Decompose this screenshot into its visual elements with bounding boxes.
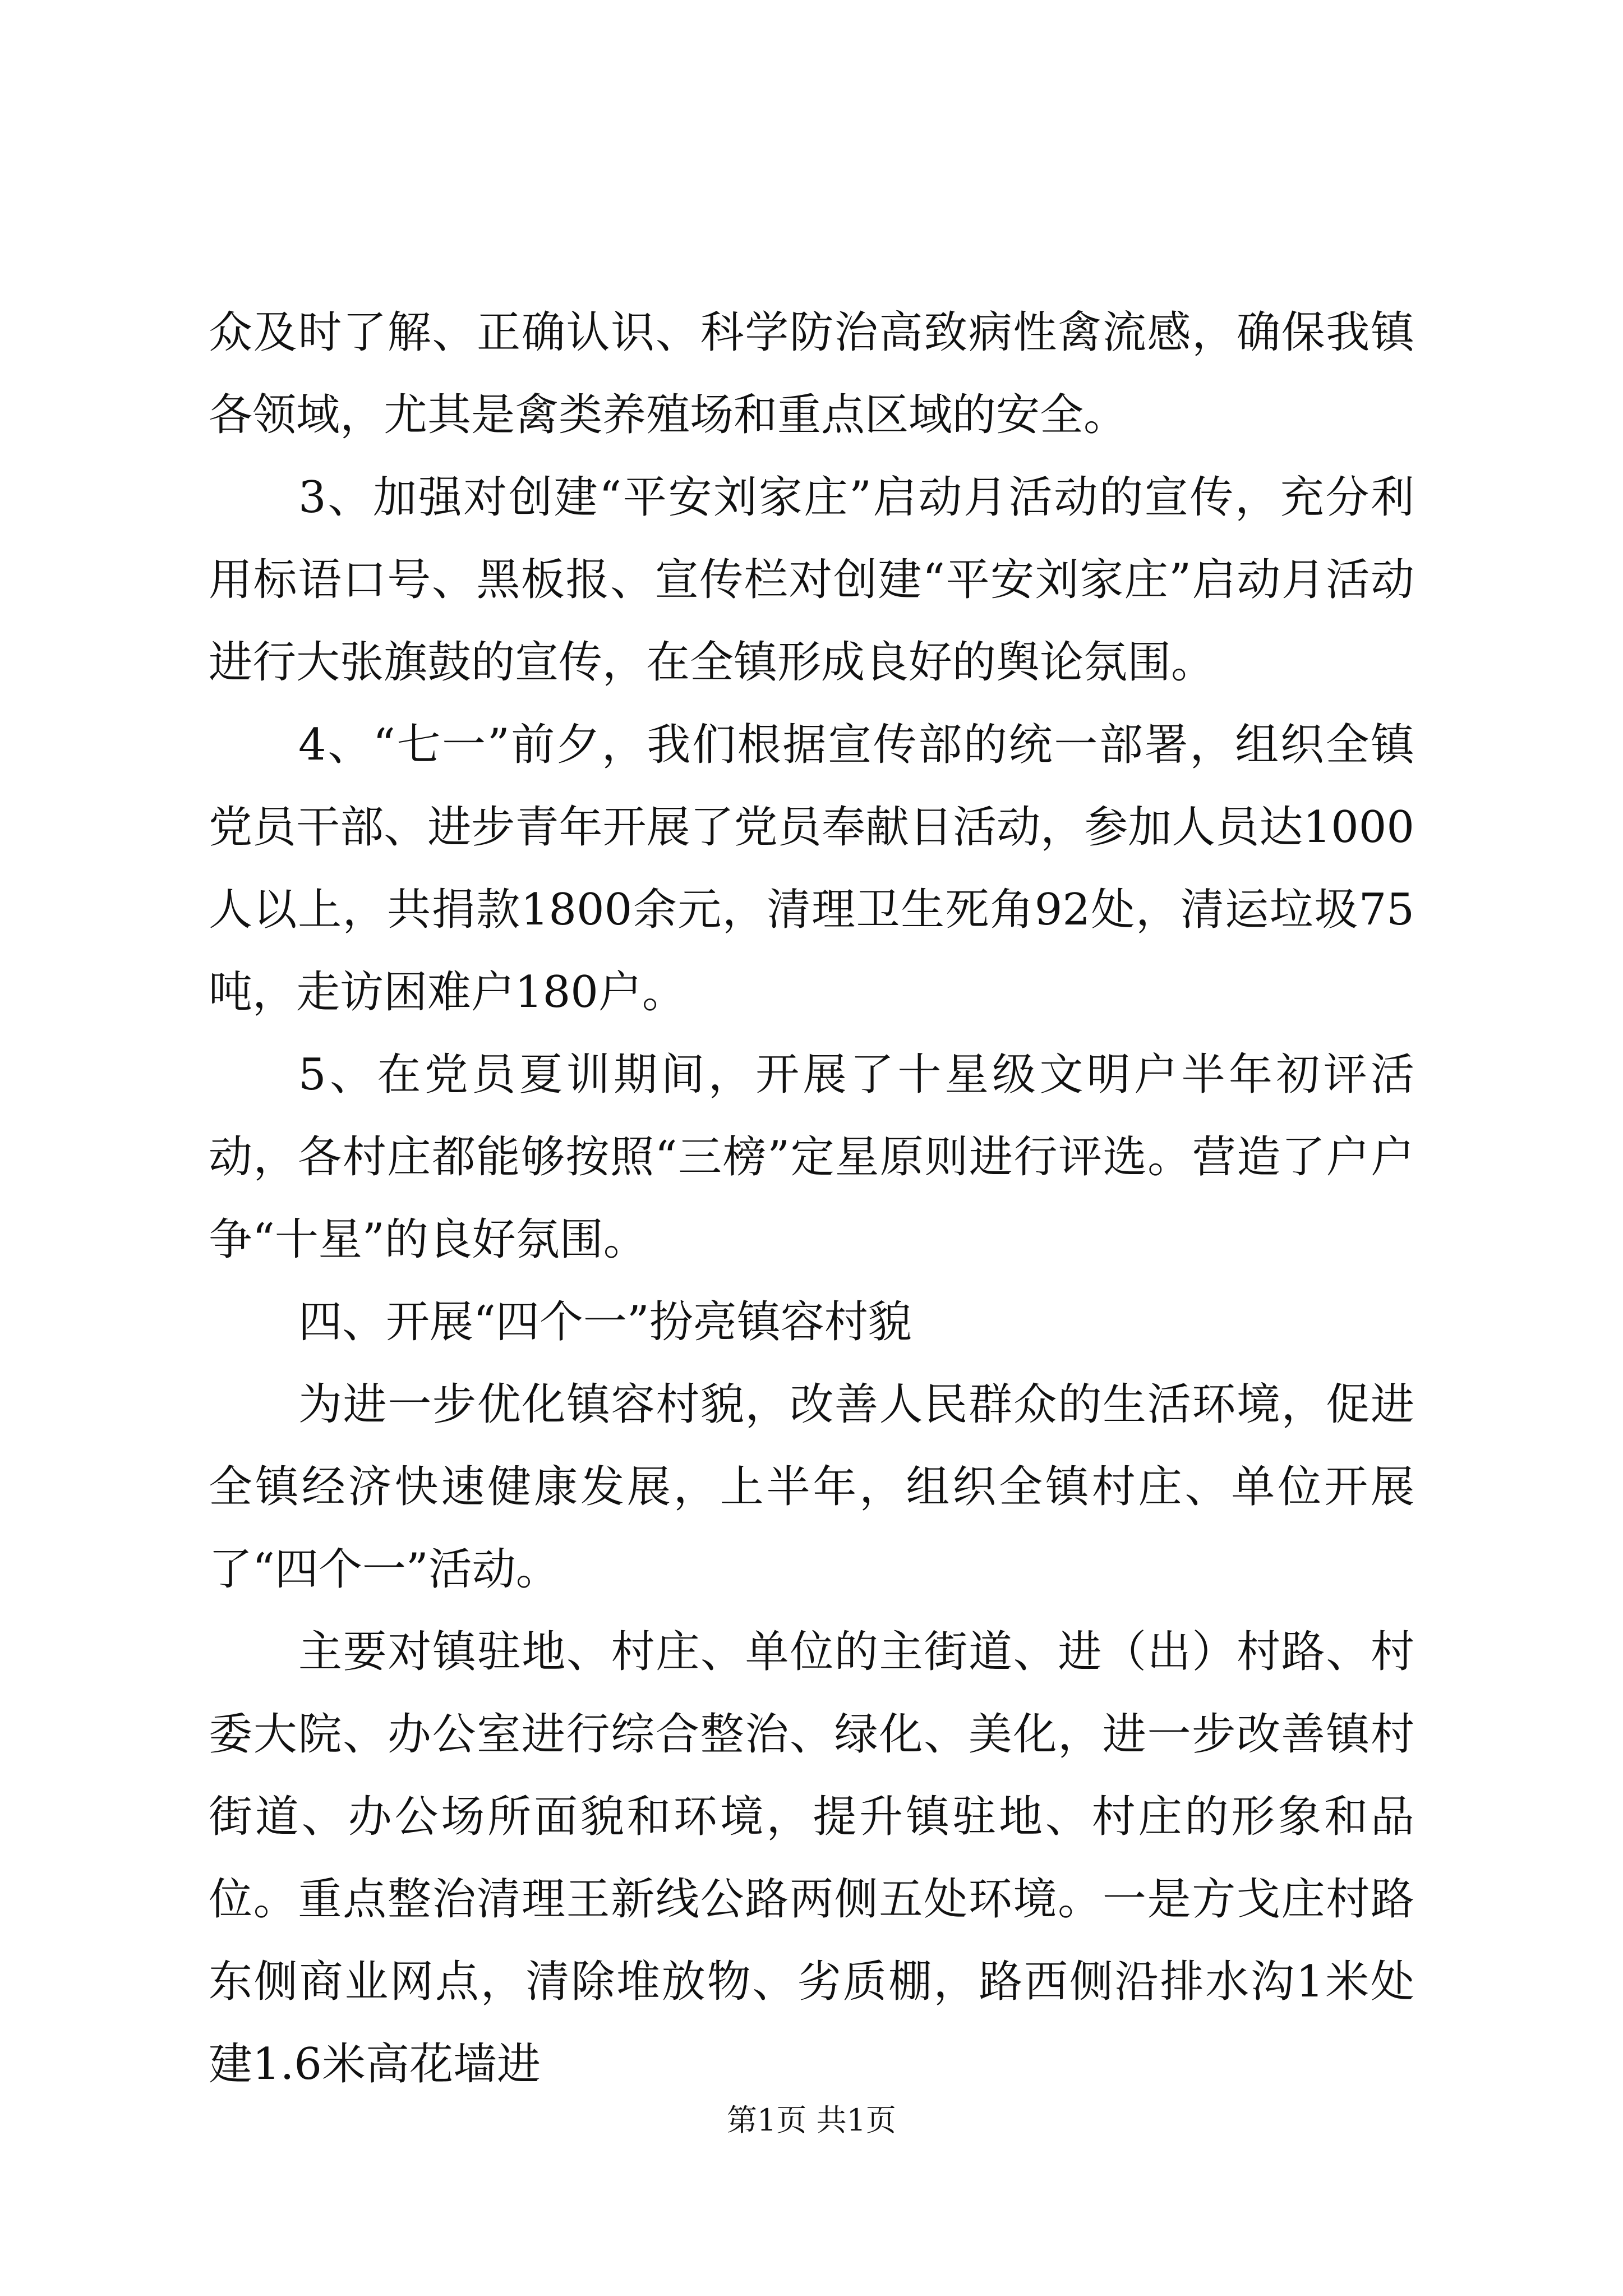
paragraph-main-work: 主要对镇驻地、村庄、单位的主街道、进（出）村路、村委大院、办公室进行综合整治、绿化、美化，进一步改善镇村街道、办公场所面貌和环境，提升镇驻地、村庄的形象和品位。重点整治清理王新线公路两侧五处环境。一是方戈庄村路东侧商业网点，清除堆放物、劣质棚，路西侧沿排水沟1米处建1.6米高花墙进 — [209, 1627, 1414, 2090]
document-body — [209, 292, 1414, 2106]
paragraph-continuation: 众及时了解、正确认识、科学防治高致病性禽流感，确保我镇各领域，尤其是禽类养殖场和重点区域的安全。 — [209, 307, 1414, 440]
paragraph-item-5: 5、在党员夏训期间，开展了十星级文明户半年初评活动，各村庄都能够按照“三榜”定星原则进行评选。营造了户户争“十星”的良好氛围。 — [209, 1050, 1414, 1265]
paragraph-item-4: 4、“七一”前夕，我们根据宣传部的统一部署，组织全镇党员干部、进步青年开展了党员奉献日活动，参加人员达1000人以上，共捐款1800余元，清理卫生死角92处，清运垃圾75吨，走访困难户180户。 — [209, 720, 1414, 1018]
page-number-label: 第1页 共1页 — [727, 2102, 896, 2138]
page-footer — [0, 2101, 1623, 2140]
section-heading-four: 四、开展“四个一”扮亮镇容村貌 — [298, 1297, 912, 1347]
paragraph-item-3: 3、加强对创建“平安刘家庄”启动月活动的宣传，充分利用标语口号、黑板报、宣传栏对创建“平安刘家庄”启动月活动进行大张旗鼓的宣传，在全镇形成良好的舆论氛围。 — [209, 472, 1414, 688]
paragraph-intro: 为进一步优化镇容村貌，改善人民群众的生活环境，促进全镇经济快速健康发展，上半年，组织全镇村庄、单位开展了“四个一”活动。 — [209, 1379, 1414, 1595]
